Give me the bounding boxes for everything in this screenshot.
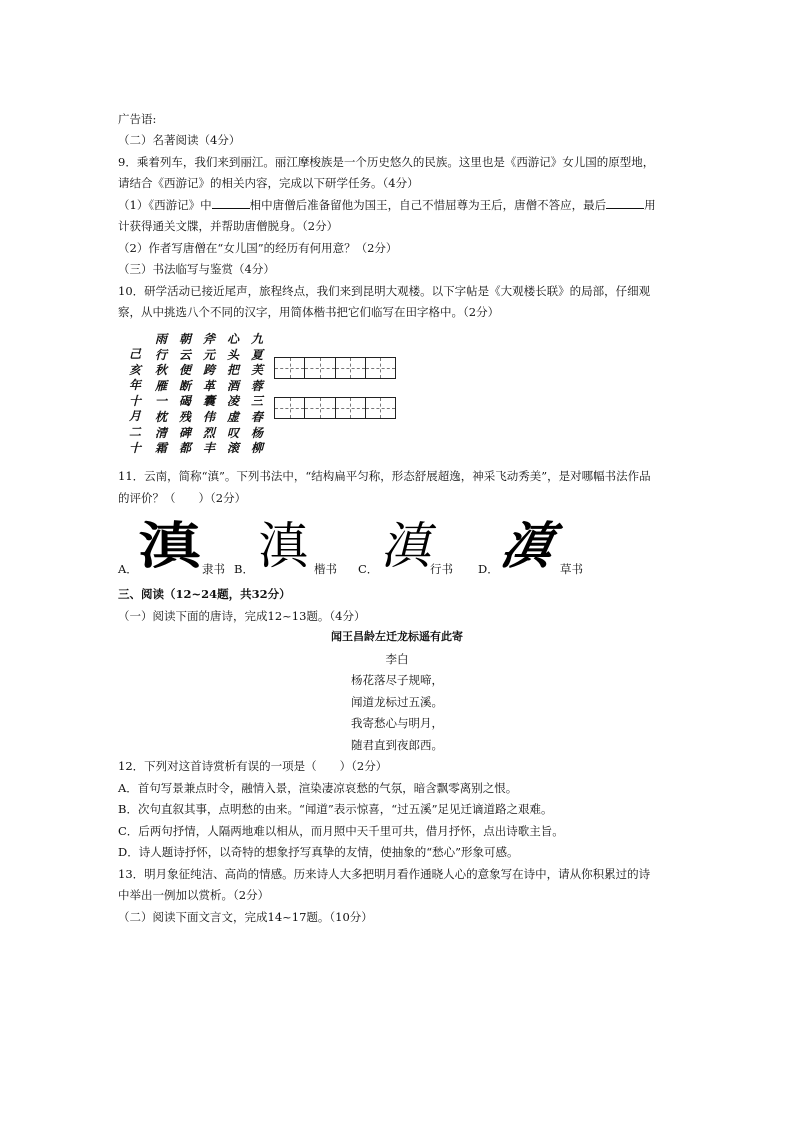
calligraphy-char: 月 bbox=[128, 409, 141, 424]
calligraphy-char: 十 bbox=[128, 393, 141, 408]
calligraphy-char: 九 bbox=[250, 332, 263, 346]
q12-option-c[interactable]: C．后两句抒情，人隔两地难以相从，而月照中天千里可共，借月抒怀，点出诗歌主旨。 bbox=[118, 824, 564, 838]
section-heading-calligraphy: （三）书法临写与鉴赏（4分） bbox=[118, 262, 275, 276]
q10-line2: 察，从中挑选八个不同的汉字，用简体楷书把它们临写在田字格中。（2分） bbox=[118, 305, 500, 319]
q13-line1: 13．明月象征纯洁、高尚的情感。历来诗人大多把明月看作通晓人心的意象写在诗中，请从你积累过的诗 bbox=[118, 867, 651, 881]
option-a-style: 隶书 bbox=[202, 562, 225, 576]
q12-option-b[interactable]: B．次句直叙其事，点明愁的由来。“闻道”表示惊喜，“过五溪”足见迁谪道路之艰难。 bbox=[118, 802, 553, 816]
option-d-glyph: 滇 bbox=[495, 516, 559, 575]
q12-option-a[interactable]: A．首句写景兼点时令，融情入景，渲染凄凉哀愁的气氛，暗含飘零离别之恨。 bbox=[118, 781, 518, 795]
tianzige-grid-row-1[interactable] bbox=[274, 357, 396, 379]
calligraphy-char: 年 bbox=[128, 378, 141, 393]
tianzige-grid-row-2[interactable] bbox=[274, 397, 396, 419]
poem-author: 李白 bbox=[385, 652, 409, 666]
calligraphy-copybook bbox=[124, 332, 264, 456]
callig-col-2 bbox=[226, 332, 240, 457]
section-heading-classics: （二）名著阅读（4分） bbox=[118, 133, 241, 147]
calligraphy-char: 雨 bbox=[154, 332, 167, 346]
reading-part2-intro: （二）阅读下面文言文，完成14~17题。（10分） bbox=[118, 910, 373, 924]
calligraphy-char: 一 bbox=[154, 394, 167, 409]
ad-slogan-label: 广告语: bbox=[118, 112, 157, 126]
calligraphy-char: 都 bbox=[178, 441, 191, 456]
callig-col-5 bbox=[154, 332, 168, 457]
calligraphy-char: 丰 bbox=[202, 441, 215, 456]
calligraphy-char: 酒 bbox=[226, 378, 239, 393]
calligraphy-char: 滚 bbox=[226, 441, 239, 456]
calligraphy-char: 清 bbox=[154, 425, 167, 440]
calligraphy-char: 烈 bbox=[202, 425, 215, 440]
q12-stem: 12．下列对这首诗赏析有误的一项是（ ）（2分） bbox=[118, 759, 388, 773]
calligraphy-char: 秋 bbox=[154, 363, 167, 378]
calligraphy-char: 芙 bbox=[250, 363, 263, 378]
calligraphy-char: 霜 bbox=[154, 441, 167, 456]
callig-col-4 bbox=[178, 332, 192, 457]
q11-options bbox=[118, 518, 598, 578]
section-heading-reading: 三、阅读（12~24题，共32分） bbox=[118, 587, 291, 601]
calligraphy-char: 头 bbox=[226, 347, 239, 362]
poem-line-3: 我寄愁心与明月， bbox=[351, 716, 443, 730]
q10-line1: 10．研学活动已接近尾声，旅程终点，我们来到昆明大观楼。以下字帖是《大观楼长联》的局部，仔细观 bbox=[118, 284, 651, 298]
q9-2: （2）作者写唐僧在“女儿国”的经历有何用意？（2分） bbox=[118, 241, 398, 255]
q13-line2: 中举出一例加以赏析。（2分） bbox=[118, 888, 270, 902]
option-d-letter[interactable]: D． bbox=[478, 562, 499, 576]
reading-part1-intro: （一）阅读下面的唐诗，完成12~13题。（4分） bbox=[118, 609, 366, 623]
calligraphy-char: 夏 bbox=[250, 347, 263, 362]
poem-line-1: 杨花落尽子规啼， bbox=[351, 673, 443, 687]
calligraphy-char: 心 bbox=[226, 332, 239, 346]
calligraphy-char: 二 bbox=[128, 424, 141, 439]
calligraphy-char: 枕 bbox=[154, 409, 167, 424]
option-a-letter[interactable]: A． bbox=[118, 562, 138, 576]
calligraphy-char: 碣 bbox=[178, 394, 191, 409]
q9-line2: 请结合《西游记》的相关内容，完成以下研学任务。（4分） bbox=[118, 176, 419, 190]
callig-col-6 bbox=[128, 347, 142, 456]
q9-1-line1: （1）《西游记》中 相中唐僧后准备留他为国王，自己不惜屈尊为王后，唐僧不答应，最后 用 bbox=[118, 198, 656, 212]
callig-col-3 bbox=[202, 332, 216, 457]
calligraphy-char: 十 bbox=[128, 440, 141, 455]
option-b-style: 楷书 bbox=[314, 562, 337, 576]
calligraphy-char: 杨 bbox=[250, 425, 263, 440]
option-c-letter[interactable]: C． bbox=[358, 562, 379, 576]
poem-line-2: 闻道龙标过五溪。 bbox=[351, 695, 443, 709]
calligraphy-char: 断 bbox=[178, 378, 191, 393]
calligraphy-char: 己 bbox=[128, 347, 141, 361]
calligraphy-char: 伟 bbox=[202, 409, 215, 424]
callig-col-1 bbox=[250, 332, 264, 457]
answer-blank-2[interactable] bbox=[606, 197, 644, 209]
calligraphy-char: 亥 bbox=[128, 362, 141, 377]
option-b-glyph: 滇 bbox=[258, 517, 308, 575]
calligraphy-char: 雁 bbox=[154, 378, 167, 393]
calligraphy-char: 凌 bbox=[226, 394, 239, 409]
calligraphy-char: 三 bbox=[250, 394, 263, 409]
calligraphy-char: 朝 bbox=[178, 332, 191, 346]
calligraphy-char: 革 bbox=[202, 378, 215, 393]
q9-line1: 9．乘着列车，我们来到丽江。丽江摩梭族是一个历史悠久的民族。这里也是《西游记》女儿国的原型地， bbox=[118, 155, 655, 169]
calligraphy-char: 柳 bbox=[250, 441, 263, 456]
calligraphy-char: 云 bbox=[178, 347, 191, 362]
calligraphy-char: 行 bbox=[154, 347, 167, 362]
option-d-style: 草书 bbox=[560, 562, 583, 576]
option-c-style: 行书 bbox=[430, 562, 453, 576]
calligraphy-char: 斧 bbox=[202, 332, 215, 346]
option-c-glyph: 滇 bbox=[380, 517, 430, 575]
calligraphy-char: 碑 bbox=[178, 425, 191, 440]
poem-line-4: 随君直到夜郎西。 bbox=[351, 738, 443, 752]
calligraphy-char: 叹 bbox=[226, 425, 239, 440]
calligraphy-char: 囊 bbox=[202, 394, 215, 409]
answer-blank-1[interactable] bbox=[212, 197, 250, 209]
calligraphy-char: 把 bbox=[226, 363, 239, 378]
calligraphy-char: 元 bbox=[202, 347, 215, 362]
calligraphy-char: 蓉 bbox=[250, 378, 263, 393]
option-b-letter[interactable]: B． bbox=[234, 562, 254, 576]
calligraphy-char: 虚 bbox=[226, 409, 239, 424]
option-a-glyph: 滇 bbox=[138, 516, 201, 575]
calligraphy-char: 跨 bbox=[202, 363, 215, 378]
q11-line2: 的评价？（ ）（2分） bbox=[118, 491, 247, 505]
poem-title: 闻王昌龄左迁龙标遥有此寄 bbox=[331, 630, 463, 643]
q12-option-d[interactable]: D．诗人题诗抒怀，以奇特的想象抒写真挚的友情，使抽象的“愁心”形象可感。 bbox=[118, 845, 519, 859]
calligraphy-char: 残 bbox=[178, 409, 191, 424]
calligraphy-char: 春 bbox=[250, 409, 263, 424]
q11-line1: 11．云南，简称“滇”。下列书法中，“结构扁平匀称，形态舒展超逸，神采飞动秀美”，是对哪幅书法作品 bbox=[118, 469, 651, 483]
q9-1-line2: 计获得通关文牒，并帮助唐僧脱身。（2分） bbox=[118, 219, 339, 233]
calligraphy-char: 便 bbox=[178, 363, 191, 378]
